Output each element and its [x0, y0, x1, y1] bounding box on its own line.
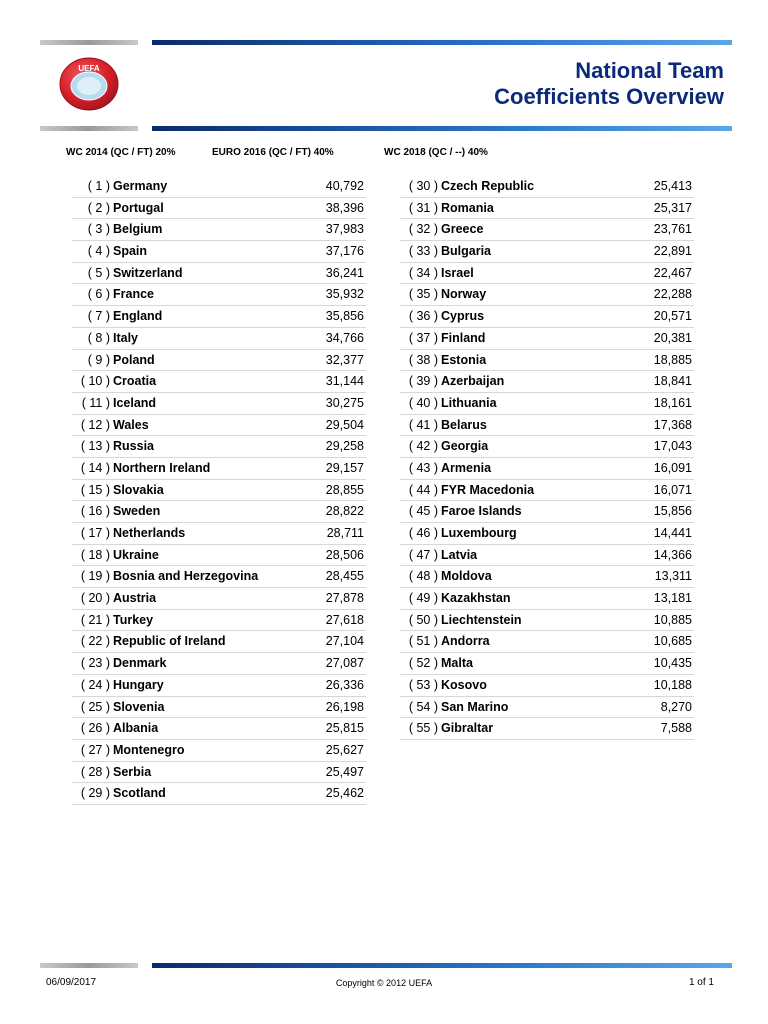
- ranking-rank: ( 16 ): [80, 504, 110, 519]
- ranking-row: [400, 458, 694, 480]
- ranking-coefficient: 25,317: [653, 200, 692, 215]
- ranking-coefficient: 23,761: [653, 222, 692, 237]
- ranking-row: [72, 328, 366, 350]
- ranking-coefficient: 30,275: [325, 395, 364, 410]
- ranking-rank: ( 4 ): [87, 244, 110, 259]
- ranking-coefficient: 17,043: [653, 439, 692, 454]
- ranking-row: [400, 328, 694, 350]
- ranking-country: Kosovo: [441, 677, 487, 692]
- ranking-country: Lithuania: [441, 395, 497, 410]
- ranking-country: Latvia: [441, 547, 478, 562]
- ranking-row: [72, 675, 366, 697]
- page-title: [494, 58, 724, 110]
- ranking-rank: ( 52 ): [408, 656, 438, 671]
- ranking-country: Armenia: [441, 460, 492, 475]
- ranking-row: [400, 675, 694, 697]
- ranking-row: [72, 350, 366, 372]
- ranking-country: Slovakia: [113, 482, 164, 497]
- criteria-wc2018: WC 2018 (QC / --) 40%: [384, 147, 488, 158]
- ranking-coefficient: 29,157: [325, 460, 364, 475]
- ranking-rank: ( 33 ): [408, 244, 438, 259]
- ranking-country: Georgia: [441, 439, 489, 454]
- ranking-country: FYR Macedonia: [441, 482, 535, 497]
- ranking-rank: ( 9 ): [87, 352, 110, 367]
- ranking-country: Serbia: [113, 764, 152, 779]
- ranking-rank: ( 1 ): [87, 179, 110, 193]
- ranking-coefficient: 27,104: [325, 634, 364, 649]
- ranking-row: [72, 436, 366, 458]
- ranking-coefficient: 27,878: [325, 591, 364, 606]
- ranking-country: Kazakhstan: [441, 591, 511, 606]
- footer-divider-blue: [152, 963, 732, 968]
- ranking-row: [400, 653, 694, 675]
- ranking-row: [400, 697, 694, 719]
- ranking-rank: ( 7 ): [87, 309, 110, 324]
- ranking-country: Azerbaijan: [441, 374, 505, 389]
- ranking-row: [72, 740, 366, 762]
- ranking-country: Montenegro: [113, 742, 185, 757]
- ranking-row: [400, 610, 694, 632]
- ranking-row: [400, 219, 694, 241]
- ranking-row: [72, 371, 366, 393]
- ranking-country: Sweden: [113, 504, 161, 519]
- footer-date: 06/09/2017: [46, 977, 97, 988]
- ranking-coefficient: 37,176: [325, 244, 364, 259]
- ranking-coefficient: 37,983: [325, 222, 364, 237]
- ranking-country: Spain: [113, 244, 148, 259]
- ranking-rank: ( 54 ): [408, 699, 438, 714]
- ranking-country: Russia: [113, 439, 154, 454]
- ranking-coefficient: 28,455: [325, 569, 364, 584]
- ranking-rank: ( 40 ): [408, 395, 438, 410]
- ranking-coefficient: 25,497: [325, 764, 364, 779]
- ranking-country: Iceland: [113, 395, 157, 410]
- criteria-wc2014: WC 2014 (QC / FT) 20%: [66, 147, 176, 158]
- ranking-country: Faroe Islands: [441, 504, 522, 519]
- ranking-country: Bulgaria: [441, 244, 492, 259]
- ranking-country: Romania: [441, 200, 494, 215]
- footer-page-number: 1 of 1: [688, 977, 714, 988]
- ranking-coefficient: 25,815: [325, 721, 364, 736]
- ranking-row: [72, 480, 366, 502]
- header-divider-blue: [152, 40, 732, 45]
- ranking-country: Italy: [113, 330, 139, 345]
- ranking-row: [72, 697, 366, 719]
- ranking-row: [72, 631, 366, 653]
- ranking-rank: ( 6 ): [87, 287, 110, 302]
- ranking-rank: ( 30 ): [408, 179, 438, 193]
- ranking-coefficient: 10,685: [653, 634, 692, 649]
- ranking-rank: ( 21 ): [80, 612, 110, 627]
- ranking-country: Switzerland: [113, 265, 183, 280]
- ranking-row: [400, 393, 694, 415]
- ranking-row: [400, 545, 694, 567]
- ranking-coefficient: 13,311: [654, 569, 692, 584]
- ranking-rank: ( 45 ): [408, 504, 438, 519]
- ranking-rank: ( 14 ): [80, 460, 110, 475]
- footer-copyright: Copyright © 2012 UEFA: [335, 978, 433, 988]
- ranking-rank: ( 24 ): [80, 677, 110, 692]
- ranking-country: Luxembourg: [441, 526, 517, 540]
- ranking-coefficient: 18,161: [653, 395, 692, 410]
- ranking-rank: ( 20 ): [80, 591, 110, 606]
- ranking-row: [72, 545, 366, 567]
- ranking-row: [72, 284, 366, 306]
- ranking-country: Israel: [441, 265, 474, 280]
- ranking-row: [400, 415, 694, 437]
- ranking-coefficient: 29,258: [325, 439, 364, 454]
- ranking-coefficient: 22,288: [653, 287, 692, 302]
- ranking-coefficient: 20,381: [653, 330, 692, 345]
- ranking-rank: ( 2 ): [87, 200, 110, 215]
- ranking-coefficient: 25,413: [653, 179, 692, 193]
- ranking-country: Poland: [113, 352, 155, 367]
- ranking-rank: ( 8 ): [87, 330, 110, 345]
- page-title-line1: National Team: [575, 58, 724, 83]
- ranking-row: [72, 566, 366, 588]
- ranking-rank: ( 42 ): [408, 439, 438, 454]
- ranking-coefficient: 13,181: [653, 591, 692, 606]
- ranking-rank: ( 25 ): [80, 699, 110, 714]
- ranking-rank: ( 26 ): [80, 721, 110, 736]
- ranking-rank: ( 41 ): [408, 417, 438, 432]
- ranking-rank: ( 38 ): [408, 352, 438, 367]
- ranking-row: [400, 631, 694, 653]
- ranking-country: England: [113, 309, 163, 324]
- ranking-country: Slovenia: [113, 699, 165, 714]
- ranking-row: [400, 501, 694, 523]
- ranking-rank: ( 18 ): [80, 547, 110, 562]
- ranking-rank: ( 27 ): [80, 742, 110, 757]
- ranking-row: [72, 762, 366, 784]
- ranking-rank: ( 17 ): [80, 526, 110, 540]
- ranking-rank: ( 49 ): [408, 591, 438, 606]
- ranking-row: [400, 588, 694, 610]
- ranking-row: [72, 783, 366, 805]
- ranking-row: [72, 219, 366, 241]
- ranking-row: [400, 718, 694, 740]
- ranking-coefficient: 16,091: [653, 460, 692, 475]
- ranking-rank: ( 12 ): [80, 417, 110, 432]
- page-title-line2: Coefficients Overview: [494, 84, 724, 109]
- ranking-row: [400, 480, 694, 502]
- footer-divider-grey: [40, 963, 138, 968]
- ranking-rank: ( 37 ): [408, 330, 438, 345]
- ranking-coefficient: 18,885: [653, 352, 692, 367]
- ranking-country: Croatia: [113, 374, 157, 389]
- ranking-coefficient: 34,766: [325, 330, 364, 345]
- ranking-country: Ukraine: [113, 547, 159, 562]
- ranking-rank: ( 22 ): [80, 634, 110, 649]
- ranking-coefficient: 16,071: [653, 482, 692, 497]
- ranking-rank: ( 36 ): [408, 309, 438, 324]
- ranking-coefficient: 28,711: [326, 526, 364, 540]
- ranking-row: [72, 198, 366, 220]
- ranking-rank: ( 47 ): [408, 547, 438, 562]
- ranking-country: Estonia: [441, 352, 487, 367]
- ranking-row: [400, 566, 694, 588]
- logo-lettering: UEFA: [78, 64, 100, 73]
- ranking-coefficient: 17,368: [653, 417, 692, 432]
- ranking-row: [72, 653, 366, 675]
- ranking-country: Greece: [441, 222, 484, 237]
- ranking-row: [72, 393, 366, 415]
- ranking-coefficient: 28,506: [325, 547, 364, 562]
- ranking-coefficient: 28,855: [325, 482, 364, 497]
- ranking-country: France: [113, 287, 154, 302]
- ranking-row: [400, 176, 694, 198]
- ranking-coefficient: 20,571: [653, 309, 692, 324]
- criteria-euro2016: EURO 2016 (QC / FT) 40%: [212, 147, 334, 158]
- ranking-row: [72, 415, 366, 437]
- ranking-country: Northern Ireland: [113, 460, 211, 475]
- ranking-row: [72, 501, 366, 523]
- ranking-coefficient: 36,241: [325, 265, 364, 280]
- ranking-coefficient: 26,336: [325, 677, 364, 692]
- ranking-row: [72, 610, 366, 632]
- ranking-rank: ( 46 ): [408, 526, 438, 540]
- ranking-country: Cyprus: [441, 309, 485, 324]
- ranking-row: [72, 458, 366, 480]
- ranking-coefficient: 25,627: [325, 742, 364, 757]
- ranking-country: Denmark: [113, 656, 167, 671]
- ranking-coefficient: 22,891: [653, 244, 692, 259]
- ranking-rank: ( 29 ): [80, 786, 110, 801]
- ranking-rank: ( 10 ): [80, 374, 110, 389]
- ranking-rank: ( 53 ): [408, 677, 438, 692]
- ranking-coefficient: 10,188: [653, 677, 692, 692]
- ranking-row: [400, 306, 694, 328]
- ranking-coefficient: 10,885: [653, 612, 692, 627]
- ranking-country: Malta: [441, 656, 473, 671]
- ranking-rank: ( 34 ): [408, 265, 438, 280]
- ranking-coefficient: 35,856: [325, 309, 364, 324]
- ranking-row: [72, 588, 366, 610]
- ranking-coefficient: 10,435: [653, 656, 692, 671]
- ranking-country: Belgium: [113, 222, 163, 237]
- ranking-rank: ( 31 ): [408, 200, 438, 215]
- ranking-rank: ( 3 ): [87, 222, 110, 237]
- ranking-row: [400, 241, 694, 263]
- uefa-logo-icon: [58, 56, 120, 112]
- ranking-country: Moldova: [441, 569, 492, 584]
- ranking-rank: ( 43 ): [408, 460, 438, 475]
- ranking-rank: ( 28 ): [80, 764, 110, 779]
- ranking-country: Norway: [441, 287, 487, 302]
- ranking-rank: ( 39 ): [408, 374, 438, 389]
- ranking-country: Bosnia and Herzegovina: [113, 569, 259, 584]
- ranking-country: Portugal: [113, 200, 164, 215]
- ranking-country: Liechtenstein: [441, 612, 522, 627]
- header-divider-grey: [40, 40, 138, 45]
- subheader-divider-grey: [40, 126, 138, 131]
- ranking-rank: ( 44 ): [408, 482, 438, 497]
- ranking-coefficient: 27,618: [325, 612, 364, 627]
- ranking-rank: ( 13 ): [80, 439, 110, 454]
- ranking-rank: ( 50 ): [408, 612, 438, 627]
- ranking-rank: ( 11 ): [81, 395, 110, 410]
- ranking-country: Netherlands: [113, 526, 186, 540]
- ranking-row: [400, 371, 694, 393]
- ranking-country: Czech Republic: [441, 179, 535, 193]
- ranking-coefficient: 28,822: [325, 504, 364, 519]
- ranking-row: [400, 198, 694, 220]
- ranking-country: Germany: [113, 179, 168, 193]
- ranking-coefficient: 29,504: [325, 417, 364, 432]
- ranking-country: Albania: [113, 721, 159, 736]
- ranking-country: Wales: [113, 417, 149, 432]
- ranking-row: [72, 241, 366, 263]
- ranking-row: [72, 523, 366, 545]
- ranking-country: Republic of Ireland: [113, 634, 226, 649]
- ranking-country: Turkey: [113, 612, 154, 627]
- ranking-rank: ( 48 ): [408, 569, 438, 584]
- ranking-country: Gibraltar: [441, 721, 494, 736]
- ranking-country: Belarus: [441, 417, 487, 432]
- ranking-coefficient: 32,377: [325, 352, 364, 367]
- ranking-row: [72, 306, 366, 328]
- ranking-coefficient: 15,856: [653, 504, 692, 519]
- ranking-rank: ( 23 ): [80, 656, 110, 671]
- ranking-coefficient: 14,441: [653, 526, 692, 540]
- ranking-country: Andorra: [441, 634, 490, 649]
- ranking-row: [400, 350, 694, 372]
- ranking-rank: ( 35 ): [408, 287, 438, 302]
- ranking-country: Austria: [113, 591, 157, 606]
- ranking-country: Hungary: [113, 677, 164, 692]
- ranking-rank: ( 55 ): [408, 721, 438, 736]
- ranking-coefficient: 7,588: [660, 721, 692, 736]
- ranking-row: [400, 436, 694, 458]
- ranking-coefficient: 26,198: [325, 699, 364, 714]
- ranking-coefficient: 18,841: [653, 374, 692, 389]
- ranking-column-left: [72, 176, 366, 805]
- ranking-row: [400, 284, 694, 306]
- ranking-coefficient: 27,087: [325, 656, 364, 671]
- ranking-coefficient: 35,932: [325, 287, 364, 302]
- ranking-column-right: [400, 176, 694, 740]
- ranking-coefficient: 38,396: [325, 200, 364, 215]
- ranking-country: Scotland: [113, 786, 166, 801]
- ranking-rank: ( 15 ): [80, 482, 110, 497]
- ranking-row: [72, 263, 366, 285]
- ranking-rank: ( 51 ): [408, 634, 438, 649]
- ranking-country: San Marino: [441, 699, 509, 714]
- ranking-coefficient: 22,467: [653, 265, 692, 280]
- ranking-coefficient: 25,462: [325, 786, 364, 801]
- ranking-rank: ( 19 ): [80, 569, 110, 584]
- ranking-rank: ( 32 ): [408, 222, 438, 237]
- ranking-coefficient: 40,792: [325, 179, 364, 193]
- ranking-row: [72, 718, 366, 740]
- subheader-divider-blue: [152, 126, 732, 131]
- ranking-coefficient: 14,366: [653, 547, 692, 562]
- ranking-country: Finland: [441, 330, 486, 345]
- ranking-coefficient: 8,270: [660, 699, 692, 714]
- ranking-coefficient: 31,144: [325, 374, 364, 389]
- ranking-row: [400, 523, 694, 545]
- ranking-rank: ( 5 ): [87, 265, 110, 280]
- ranking-row: [400, 263, 694, 285]
- ranking-row: [72, 176, 366, 198]
